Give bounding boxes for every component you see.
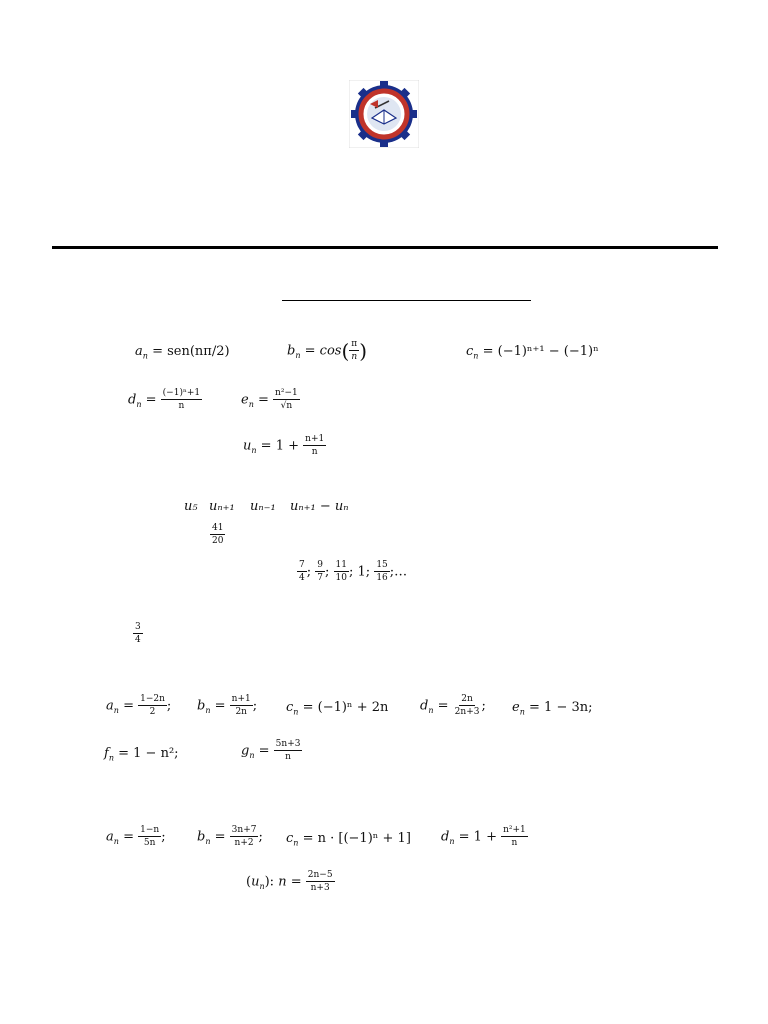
limit-denominator: 4 <box>135 635 141 646</box>
formula-u-n: $u_n = 1$ + $\frac{n+1}{n}$ <box>243 434 325 458</box>
fraction-3-4 <box>133 622 143 646</box>
set2-c-n: $c_n = (-1)^n + 2n$ <box>286 700 389 717</box>
sequence-term-5-num: 15 <box>374 560 389 572</box>
sequence-term-3-num: 11 <box>334 560 349 572</box>
set3-d-n: $d_n = 1$ + $\frac{\text{n²+1}}{n}$ <box>441 825 526 849</box>
fraction-41-20 <box>210 523 225 547</box>
sequence-term-1-num: 7 <box>297 560 307 572</box>
u-n-numerator: n+1 <box>303 434 326 446</box>
limit-numerator: 3 <box>133 622 143 634</box>
d-n-numerator: (−1)ⁿ+1 <box>161 388 202 400</box>
set3-a-n-numerator: 1−n <box>138 825 161 837</box>
set2-d-n-denominator: 2n+3 <box>454 707 480 718</box>
sequence-term-3-den: 10 <box>335 573 347 584</box>
set3-d-n-constant: 1 + <box>473 829 497 845</box>
term-u-n-plus-1: uₙ₊₁ <box>209 499 235 514</box>
set2-c-n-expression: (−1)ⁿ + 2n <box>317 700 389 715</box>
formula-d-n: $d_n$ = $\frac{\text{(−1)ⁿ+1}}{n}$ <box>128 388 201 412</box>
title-underline <box>282 300 531 301</box>
u-n-constant: 1 + <box>275 438 300 454</box>
b-n-function: cos <box>319 343 342 359</box>
u-n-denominator: n <box>311 447 318 458</box>
formula-e-n: $e_n$ = $\frac{\text{n²−1}}{√n}$ <box>241 388 298 412</box>
term-u-n-minus-1: uₙ₋₁ <box>250 499 276 514</box>
term-u5: u₅ <box>184 499 198 514</box>
set3-a-n-denominator: 5n <box>143 838 156 849</box>
e-n-numerator: n²−1 <box>273 388 300 400</box>
university-logo <box>349 80 419 148</box>
set2-b-n: $b_n$ = $\frac{n+1}{2n}$ ; <box>197 694 258 718</box>
sequence-term-4: 1 <box>357 564 366 580</box>
set2-d-n-numerator: 2n <box>459 694 475 706</box>
set2-a-n-denominator: 2 <box>149 707 156 718</box>
set3-u-n-denominator: n+3 <box>310 883 330 894</box>
sequence-list: $\frac{7}{4}$ ; $\frac{9}{7}$ ; $\frac{11}{10}$ ; 1; $\frac{15}{16}$ ;… <box>299 560 408 584</box>
set2-a-n-numerator: 1−2n <box>138 694 167 706</box>
set3-d-n-denominator: n <box>511 838 518 849</box>
set2-f-n: $f_n = 1 - n^2$; <box>104 746 179 763</box>
check-numerator: 41 <box>210 523 225 535</box>
formula-c-n: $c_n = (-1)^{n+1} - (-1)^n$ <box>466 344 599 361</box>
term-difference: uₙ₊₁ − uₙ <box>290 499 349 514</box>
set2-e-n: $e_n = 1 - 3n$; <box>512 700 593 717</box>
set3-u-n: $(u_n)$: n = $\frac{2n-5}{n+3}$ <box>246 870 333 894</box>
e-n-denominator: √n <box>280 401 293 412</box>
set3-u-n-numerator: 2n−5 <box>306 870 335 882</box>
set2-f-n-expression: 1 − n²; <box>133 746 179 761</box>
formula-b-n: $b_n = \cos$( $\frac{\pi}{n}$ ) <box>287 338 367 363</box>
set2-g-n-denominator: n <box>285 752 291 763</box>
sequence-term-5-den: 16 <box>376 573 388 584</box>
sequence-term-2-den: 7 <box>317 573 323 584</box>
sequence-ellipsis: ;… <box>389 564 408 580</box>
set3-b-n-numerator: 3n+7 <box>230 825 259 837</box>
d-n-denominator: n <box>178 401 185 412</box>
set3-c-n-expression: n · [(−1)ⁿ + 1] <box>317 831 411 846</box>
header-divider <box>52 246 718 249</box>
set2-g-n: $g_n$ = $\frac{5n+3}{n}$ <box>241 739 301 763</box>
set2-b-n-numerator: n+1 <box>230 694 253 706</box>
set2-b-n-denominator: 2n <box>235 707 247 718</box>
sequence-term-2-num: 9 <box>315 560 325 572</box>
sequence-term-1-den: 4 <box>299 573 305 584</box>
set2-g-n-numerator: 5n+3 <box>274 739 303 751</box>
set2-e-n-expression: 1 − 3n; <box>544 700 593 715</box>
set3-c-n: $c_n = n \cdot [(-1)^n + 1]$ <box>286 831 411 848</box>
set3-b-n: $b_n$ = $\frac{3n+7}{n+2}$ ; <box>197 825 263 849</box>
check-denominator: 20 <box>212 536 224 547</box>
c-n-expression: (−1)ⁿ⁺¹ − (−1)ⁿ <box>497 344 599 359</box>
set3-a-n: $a_n$ = $\frac{1-n}{5n}$ ; <box>106 825 166 849</box>
set3-d-n-numerator: n²+1 <box>501 825 528 837</box>
set2-d-n: $d_n$ = $\frac{2n}{2n+3}$ ; <box>420 694 486 718</box>
a-n-expression: sen(nπ/2) <box>167 344 230 359</box>
formula-a-n: $a_n = sen(n\pi/2)$ <box>135 344 230 361</box>
set2-a-n: $a_n$ = $\frac{1-2n}{2}$ ; <box>106 694 172 718</box>
set3-b-n-denominator: n+2 <box>234 838 254 849</box>
